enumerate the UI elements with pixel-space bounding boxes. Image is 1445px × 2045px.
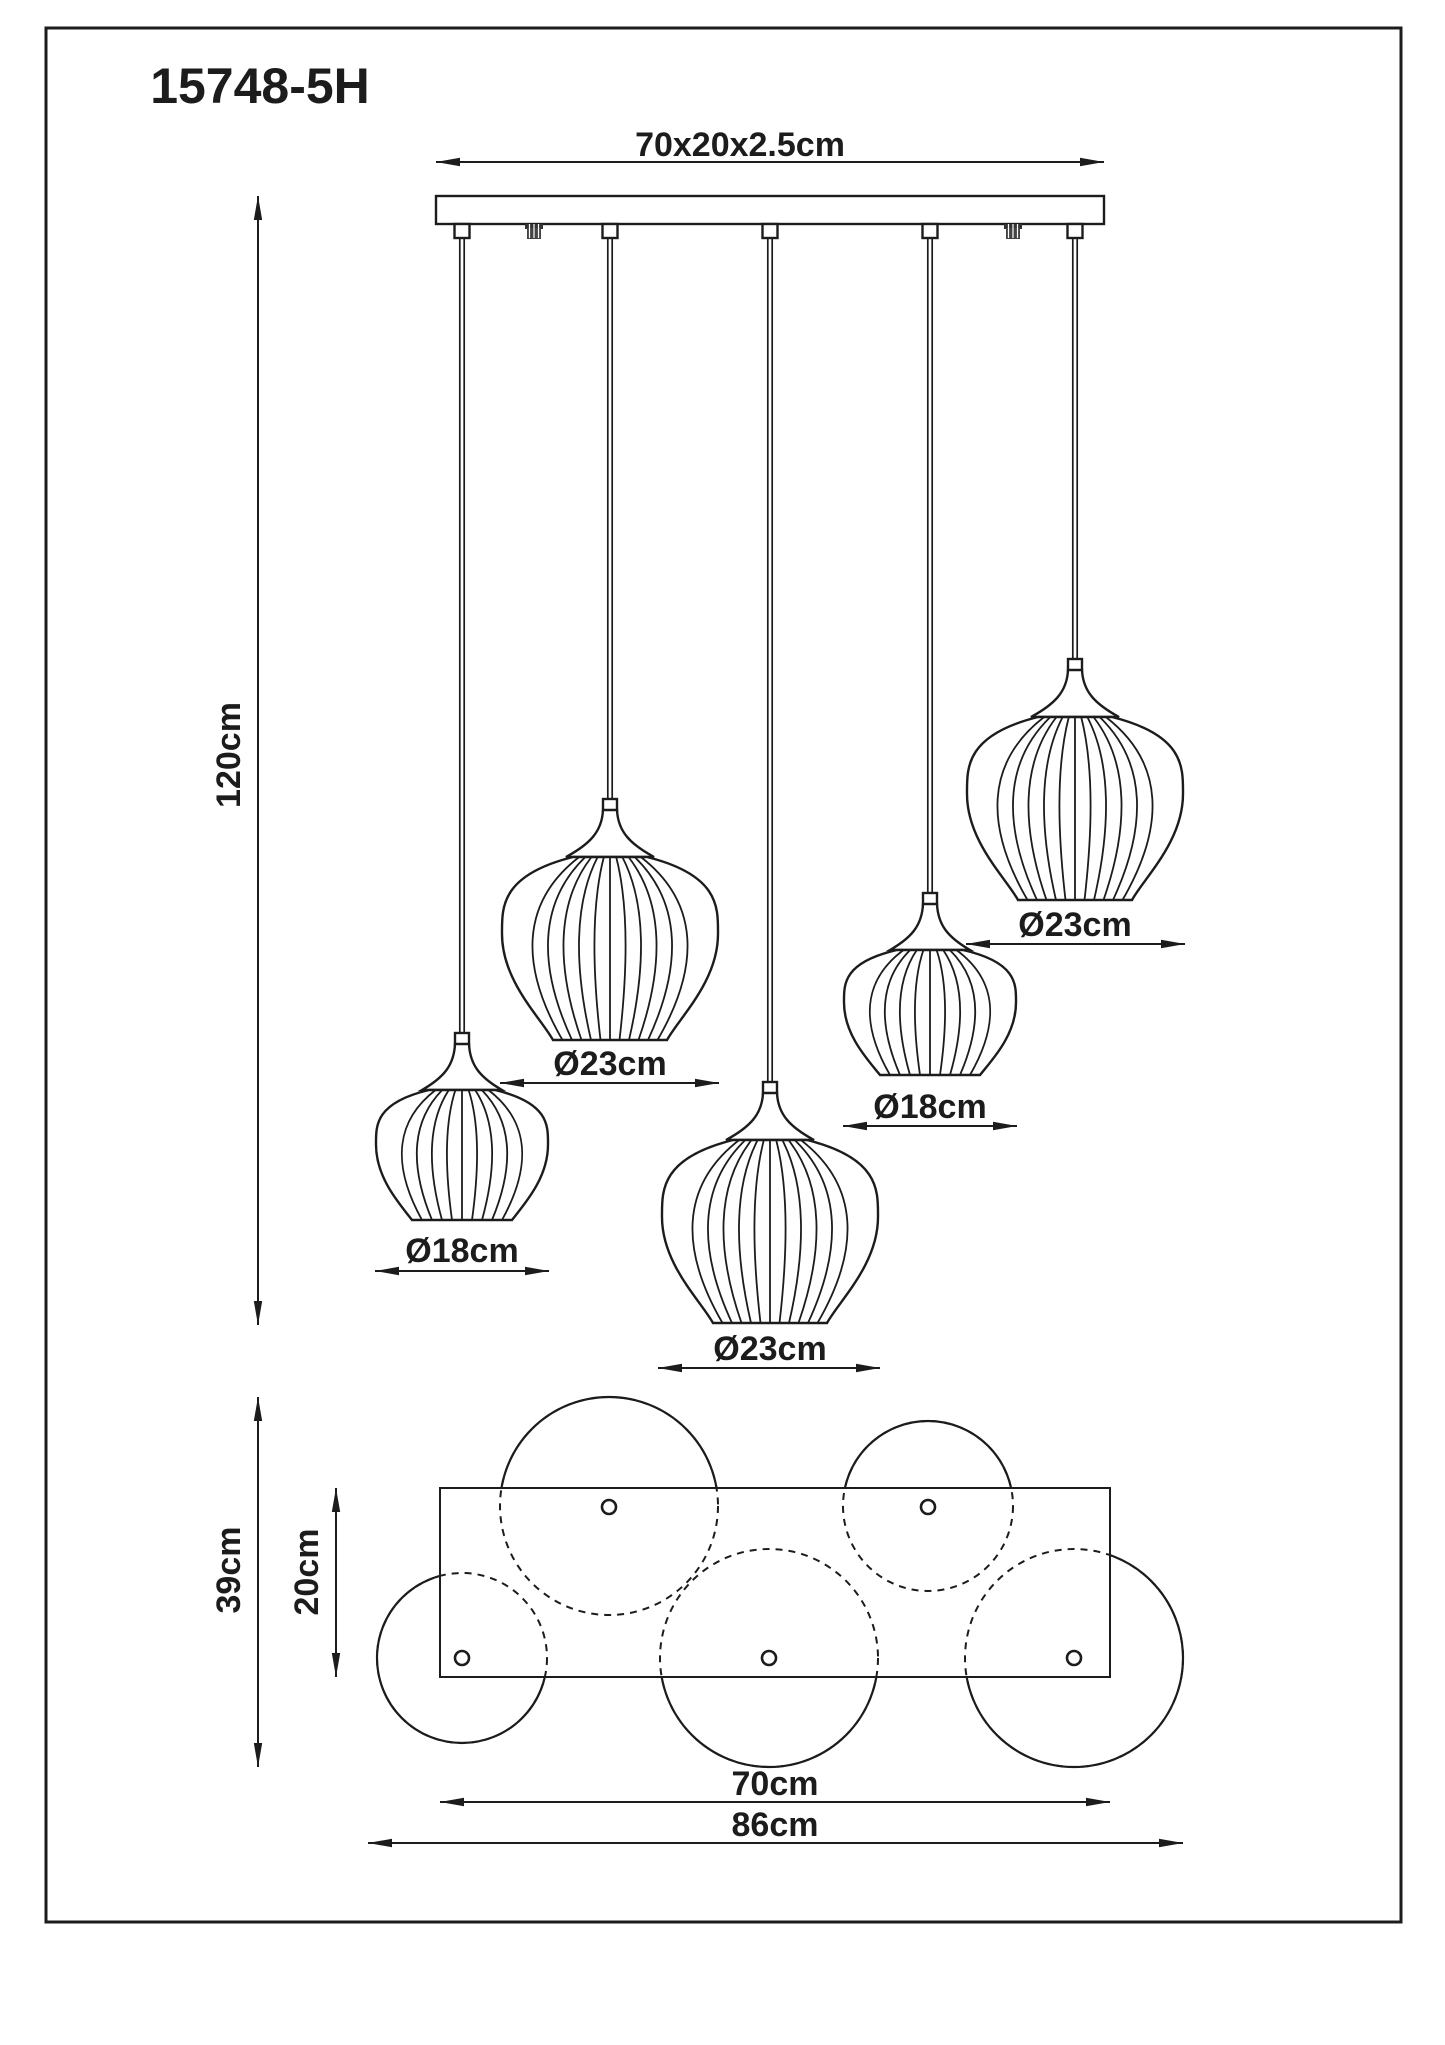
shade-diameter-label-1: Ø18cm xyxy=(405,1232,519,1270)
cord-grip-3 xyxy=(763,224,778,238)
shade-diameter-label-2: Ø23cm xyxy=(553,1045,667,1083)
canopy-width-dim-label: 70x20x2.5cm xyxy=(635,126,845,164)
drop-height-dim xyxy=(210,196,258,1325)
plan-overall-width-dim xyxy=(368,1806,1183,1844)
pendant-lamp-4 xyxy=(843,238,1017,1126)
ceiling-canopy-bar xyxy=(436,196,1104,224)
cord-hangers xyxy=(455,224,1083,239)
cord-grip-1 xyxy=(455,224,470,238)
plan-canopy-width-dim xyxy=(440,1765,1110,1803)
shade-diameter-label-5: Ø23cm xyxy=(1018,906,1132,944)
pendant-lamp-5 xyxy=(966,238,1185,944)
side-view xyxy=(210,126,1185,1368)
cord-grip-2 xyxy=(603,224,618,238)
plan-view xyxy=(210,1397,1183,1844)
mounting-screw-1 xyxy=(525,224,543,239)
plan-canopy-depth-dim xyxy=(288,1488,336,1677)
shade-funnel-2 xyxy=(566,810,654,857)
plan-overall-width-dim-label: 86cm xyxy=(731,1806,819,1844)
shade-funnel-5 xyxy=(1031,670,1119,717)
page-border xyxy=(46,28,1401,1922)
cord-holes xyxy=(455,1500,1081,1665)
pendant-lamp-1 xyxy=(375,238,549,1271)
drop-height-dim-label: 120cm xyxy=(210,702,248,808)
cord-hole-4 xyxy=(921,1500,935,1514)
pendant-lamp-3 xyxy=(658,238,880,1368)
shade-funnel-4 xyxy=(890,904,970,950)
model-number: 15748-5H xyxy=(150,58,370,114)
plan-canopy-depth-dim-label: 20cm xyxy=(288,1528,326,1616)
mounting-screw-2 xyxy=(1004,224,1022,239)
cord-hole-3 xyxy=(762,1651,776,1665)
shade-diameter-label-4: Ø18cm xyxy=(873,1088,987,1126)
pendant-lamps xyxy=(375,238,1185,1368)
plan-depth-dim xyxy=(210,1397,258,1767)
cord-hole-1 xyxy=(455,1651,469,1665)
shade-funnel-1 xyxy=(422,1044,502,1090)
canopy-width-dim xyxy=(436,126,1104,164)
shade-footprints xyxy=(377,1397,1183,1767)
canopy-plan-rect xyxy=(440,1488,1110,1677)
cord-hole-2 xyxy=(602,1500,616,1514)
pendant-lamp-2 xyxy=(500,238,719,1083)
cord-hole-5 xyxy=(1067,1651,1081,1665)
plan-canopy-width-dim-label: 70cm xyxy=(731,1765,819,1803)
plan-depth-dim-label: 39cm xyxy=(210,1526,248,1614)
cord-grip-5 xyxy=(1068,224,1083,238)
shade-diameter-label-3: Ø23cm xyxy=(713,1330,827,1368)
cord-grip-4 xyxy=(923,224,938,238)
shade-funnel-3 xyxy=(726,1093,814,1140)
